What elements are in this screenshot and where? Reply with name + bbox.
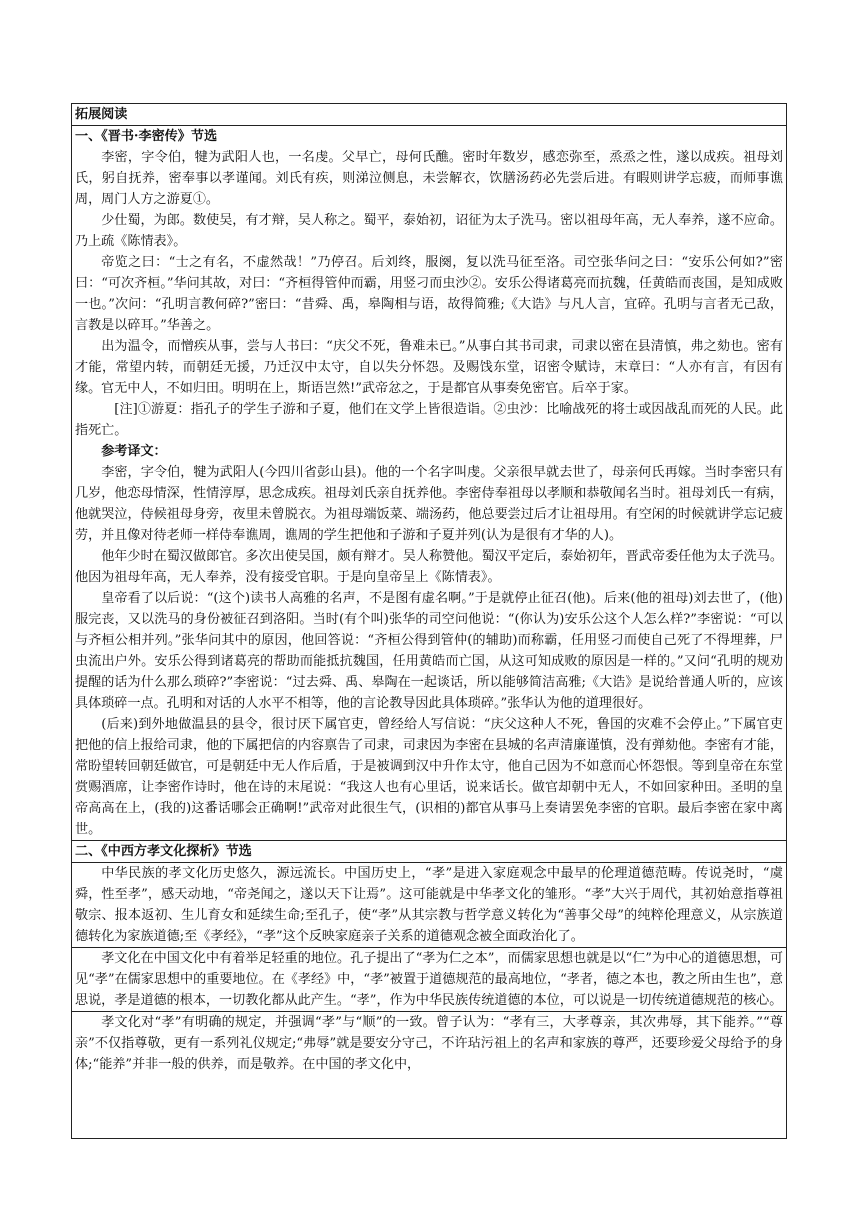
- translation-paragraph: 皇帝看了以后说：“(这个)读书人高雅的名声，不是图有虚名啊。”于是就停止征召(他)。后来(他的祖母)刘去世了，(他)服完丧，又以洗马的身份被征召到洛阳。当时(有个叫)张华的司空问他说：“(你认为)安乐公这个人怎么样?”李密说：“可以与齐桓公相并列。”张华问其中的原因，他回答说：“齐桓公得到管仲(的辅助)而称霸，任用竖刁而使自己死了不得埋葬，尸虫流出户外。安乐公得到诸葛亮的帮助而能抵抗魏国，任用黄皓而亡国，从这可知成败的原因是一样的。”又问“孔明的规劝提醒的话为什么那么琐碎?”李密说：“过去舜、禹、皋陶在一起谈话，所以能够简洁高雅;《大诰》是说给普通人听的，应该具体琐碎一点。孔明和对话的人水平不相等，他的言论教导因此具体琐碎。”张华认为他的道理很好。: [75, 591, 783, 711]
- original-paragraph: 帝览之曰：“士之有名，不虚然哉！”乃停召。后刘终，服阕，复以洗马征至洛。司空张华问之曰：“安乐公何如?”密曰：“可次齐桓。”华问其故，对曰：“齐桓得管仲而霸，用竖刁而虫沙②。安乐公得诸葛亮而抗魏，任黄皓而丧国，是知成败一也。”次问：“孔明言教何碎?”密曰：“昔舜、禹，皋陶相与语，故得简雅;《大诰》与凡人言，宜碎。孔明与言者无己敌，言教是以碎耳。”华善之。: [75, 255, 783, 333]
- section2-title: 二、《中西方孝文化探析》节选: [75, 844, 252, 859]
- original-paragraph: 出为温令，而憎疾从事，尝与人书曰：“庆父不死，鲁难未已。”从事白其书司隶，司隶以密在县清慎，弗之劾也。密有才能，常望内转，而朝廷无援，乃迁汉中太守，自以失分怀怨。及赐饯东堂，诏密令赋诗，末章曰：“人亦有言，有因有缘。官无中人，不如归田。明明在上，斯语岂然!”武帝忿之，于是都官从事奏免密官。后卒于家。: [75, 339, 783, 396]
- section-heading: 拓展阅读: [75, 107, 128, 122]
- translation-paragraph: (后来)到外地做温县的县令，很讨厌下属官吏，曾经给人写信说：“庆父这种人不死，鲁国的灾难不会停止。”下属官吏把他的信上报给司隶，他的下属把信的内容禀告了司隶，司隶因为李密在县城的名声清廉谨慎，没有弹劾他。李密有才能，常盼望转回朝廷做官，可是朝廷中无人作后盾，于是被调到汉中升作太守，他自己因为不如意而心怀怨恨。等到皇帝在东堂赏赐酒席，让李密作诗时，他在诗的末尾说：“我这人也有心里话，说来话长。做官却朝中无人，不如回家种田。圣明的皇帝高高在上，(我的)这番话哪会正确啊!”武帝对此很生气，(识相的)都官从事马上奏请罢免李密的官职。最后李密在家中离世。: [75, 717, 783, 837]
- original-paragraph: 李密，字令伯，犍为武阳人也，一名虔。父早亡，母何氏醮。密时年数岁，感恋弥至，烝烝之性，遂以成疾。祖母刘氏，躬自抚养，密奉事以孝谨闻。刘氏有疾，则涕泣侧息，未尝解衣，饮膳汤药必先尝后进。有暇则讲学忘疲，而师事谯周，周门人方之游夏①。: [75, 150, 783, 207]
- translation-paragraph: 李密，字令伯，犍为武阳人(今四川省彭山县)。他的一个名字叫虔。父亲很早就去世了，母亲何氏再嫁。当时李密只有几岁，他恋母情深，性情淳厚，思念成疾。祖母刘氏亲自抚养他。李密侍奉祖母以孝顺和恭敬闻名当时。祖母刘氏一有病，他就哭泣，侍候祖母身旁，夜里未曾脱衣。为祖母端饭菜、端汤药，他总要尝过后才让祖母用。有空闲的时候就讲学忘记疲劳，并且像对待老师一样侍奉谯周，谯周的学生把他和子游和子夏并列(认为是很有才华的人)。: [75, 465, 783, 543]
- section1-title: 一、《晋书·李密传》节选: [75, 129, 218, 144]
- translation-paragraph: 他年少时在蜀汉做郎官。多次出使吴国，颇有辩才。吴人称赞他。蜀汉平定后，泰始初年，晋武帝委任他为太子洗马。他因为祖母年高，无人奉养，没有接受官职。于是向皇帝呈上《陈情表》。: [75, 549, 783, 585]
- translation-title: 参考译文：: [101, 444, 167, 459]
- reading-frame: [71, 103, 787, 1139]
- essay-paragraph: 中华民族的孝文化历史悠久，源远流长。中国历史上，“孝”是进入家庭观念中最早的伦理道德范畴。传说尧时，“虞舜，性至孝”，感天动地，“帝尧闻之，遂以天下让焉”。这可能就是中华孝文化的雏形。“孝”大兴于周代，其初始意指尊祖敬宗、报本返初、生儿育女和延续生命;至孔子，使“孝”从其宗教与哲学意义转化为“善事父母”的纯粹伦理意义，从宗族道德转化为家族道德;至《孝经》，“孝”这个反映家庭亲子关系的道德观念被全面政治化了。: [75, 866, 783, 944]
- essay-paragraph: 孝文化在中国文化中有着举足轻重的地位。孔子提出了“孝为仁之本”，而儒家思想也就是以“仁”为中心的道德思想，可见“孝”在儒家思想中的重要地位。在《孝经》中，“孝”被置于道德规范的最高地位，“孝者，德之本也，教之所由生也”，意思说，孝是道德的根本，一切教化都从此产生。“孝”，作为中华民族传统道德的本位，可以说是一切传统道德规范的核心。: [75, 951, 783, 1008]
- original-paragraph: 少仕蜀，为郎。数使吴，有才辩，吴人称之。蜀平，泰始初，诏征为太子洗马。密以祖母年高，无人奉养，遂不应命。乃上疏《陈情表》。: [75, 213, 783, 249]
- essay-paragraph: 孝文化对“孝”有明确的规定，并强调“孝”与“顺”的一致。曾子认为：“孝有三，大孝尊亲，其次弗辱，其下能养。”“尊亲”不仅指尊敬，更有一系列礼仪规定;“弗辱”就是要安分守己，不许玷污祖上的名声和家族的尊严，还要珍爱父母给予的身体;“能养”并非一般的供养，而是敬养。在中国的孝文化中，: [75, 1015, 783, 1072]
- annotation-note: [注]①游夏：指孔子的学生子游和子夏，他们在文学上皆很造诣。②虫沙：比喻战死的将士或因战乱而死的人民。此指死亡。: [75, 402, 783, 438]
